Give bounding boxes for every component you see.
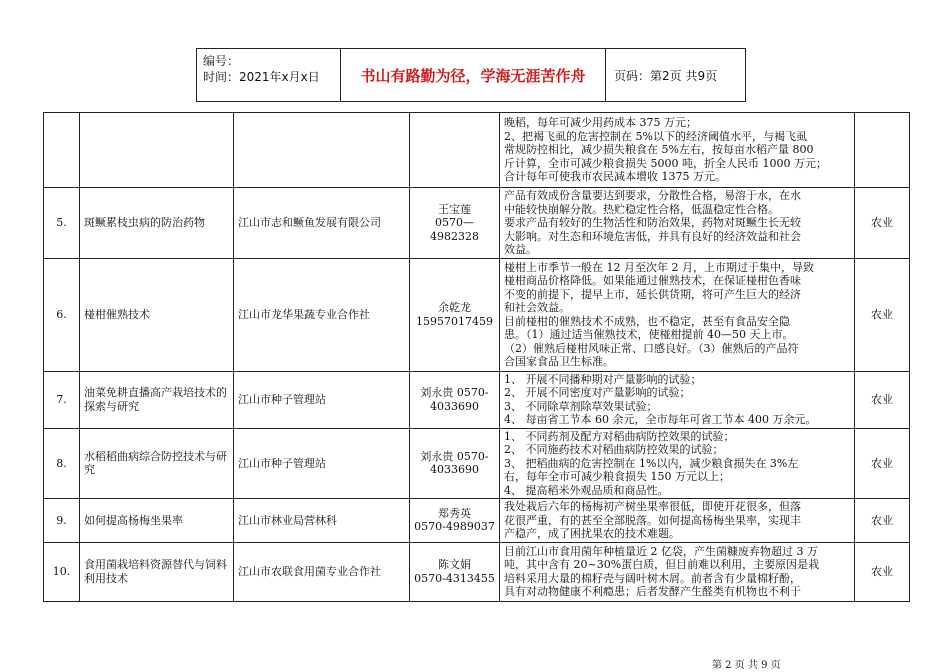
description-line: 目前椪柑的催熟技术不成熟，也不稳定，甚至有食品安全隐 [504,314,790,328]
description-line: 吨，其中含有 20~30%蛋白质，但目前难以利用，主要原因是栽 [504,558,820,571]
contact-info [410,113,500,188]
project-description [500,188,855,259]
time-label: 时间：2021年x月x日 [203,70,320,84]
description-line: 晚稻，每年可减少用药成本 375 万元； [504,116,697,130]
project-description [500,113,855,188]
document-header [196,48,746,102]
applicant-unit: 江山市林业局营林科 [234,499,410,543]
description-line: 要求产品有较好的生物活性和防治效果，药物对斑鳜生长无较 [504,216,801,229]
applicant-unit: 江山市志和鳜鱼发展有限公司 [234,188,410,259]
description-line: 椪柑商品价格降低。如果能通过催熟技术，在保证椪柑色香味 [504,274,801,287]
table-row [44,188,910,259]
description-line: 花很严重，有的甚至全部脱落。如何提高杨梅坐果率，实现丰 [504,513,801,527]
contact-info: 王宝莲 0570—4982328 [410,188,500,259]
project-category: 农业 [855,258,910,371]
description-line: 我处栽后六年的杨梅初产树坐果率很低，即使开花很多，但落 [504,500,801,513]
project-description [500,371,855,428]
project-title: 斑鳜累枝虫病的防治药物 [80,188,234,259]
row-number: 6. [44,258,80,371]
description-line: 椪柑上市季节一般在 12 月至次年 2 月，上市期过于集中，导致 [504,260,814,274]
description-line: 合计每年可使我市农民减本增收 1375 万元。 [504,170,726,184]
table-row [44,542,910,601]
description-line: 3、 不同除草剂除草效果试验； [504,399,658,413]
project-description [500,258,855,371]
description-line: 不变的前提下，提早上市，延长供货期，将可产生巨大的经济 [504,287,801,301]
project-category: 农业 [855,499,910,543]
description-line: 患。（1）通过适当催熟技术，使椪柑提前 40—50 天上市。 [504,328,794,341]
description-line: 2、 不同施药技术对稻曲病防控效果的试验； [504,443,724,456]
contact-info: 刘永贵 0570- 4033690 [410,428,500,499]
project-table [43,112,910,602]
project-category: 农业 [855,542,910,601]
project-title: 水稻稻曲病综合防控技术与研究 [80,428,234,499]
project-title: 椪柑催熟技术 [80,258,234,371]
project-category: 农业 [855,188,910,259]
applicant-unit: 江山市龙华果蔬专业合作社 [234,258,410,371]
description-line: 大影响。对生态和环境危害低，并具有良好的经济效益和社会 [504,229,801,243]
description-line: 产稳产，成了困扰果农的技术难题。 [504,527,680,540]
row-number: 7. [44,371,80,428]
row-number: 5. [44,188,80,259]
applicant-unit: 江山市种子管理站 [234,428,410,499]
row-number [44,113,80,188]
project-title: 如何提高杨梅坐果率 [80,499,234,543]
project-title [80,113,234,188]
table-row [44,499,910,543]
table-row [44,428,910,499]
row-number: 9. [44,499,80,543]
description-line: 斤计算，全市可减少粮食损失 5000 吨，折全人民币 1000 万元； [504,156,827,170]
contact-info: 郑秀英 0570-4989037 [410,499,500,543]
project-title: 食用菌栽培料资源替代与饲料利用技术 [80,542,234,601]
number-label: 编号： [203,54,240,68]
description-line: 具有对动物健康不利瘾患；后者发酵产生醛类有机物也不利于 [504,585,801,598]
project-category: 农业 [855,371,910,428]
description-line: 1、 不同药剂及配方对稻曲病防控效果的试验； [504,429,735,443]
applicant-unit [234,113,410,188]
description-line: 4、 提高稻米外观品质和商品性。 [504,483,669,497]
project-description [500,499,855,543]
row-number: 10. [44,542,80,601]
row-number: 8. [44,428,80,499]
description-line: 右，每年全市可减少粮食损失 150 万元以上； [504,470,730,483]
header-motto: 书山有路勤为径，学海无涯苦作舟 [341,49,606,101]
footer-page-number: 第 2 页 共 9 页 [712,660,781,671]
contact-info: 余乾龙 15957017459 [410,258,500,371]
description-line: 目前江山市食用菌年种植量近 2 亿袋，产生菌糠废弃物超过 3 万 [504,544,818,558]
header-page-code: 页码：第2页 共9页 [614,68,718,83]
project-category [855,113,910,188]
description-line: 常规防控相比，减少损失粮食在 5%左右，按每亩水稻产量 800 [504,143,814,157]
table-row [44,371,910,428]
project-title: 油菜免耕直播高产栽培技术的探索与研究 [80,371,234,428]
description-line: 培料采用大量的棉籽壳与阔叶树木屑。前者含有少量棉籽酚， [504,571,801,585]
project-description [500,428,855,499]
description-line: 4、 每亩省工节本 60 余元，全市每年可省工节本 400 万余元。 [504,413,817,426]
table-row [44,258,910,371]
project-description [500,542,855,601]
contact-info: 陈文娟 0570-4313455 [410,542,500,601]
description-line: 合国家食品卫生标准。 [504,355,614,368]
table-row [44,113,910,188]
contact-info: 刘永贵 0570- 4033690 [410,371,500,428]
header-meta [197,49,341,101]
description-line: 效益。 [504,243,537,256]
description-line: 2、把褐飞虱的危害控制在 5%以下的经济阈值水平，与褐飞虱 [504,129,807,143]
description-line: 产品有效成份含量要达到要求，分散性合格，易溶于水，在水 [504,189,801,202]
project-category: 农业 [855,428,910,499]
description-line: （2）催熟后椪柑风味正常、口感良好。（3）催熟后的产品符 [504,341,799,355]
applicant-unit: 江山市农联食用菌专业合作社 [234,542,410,601]
description-line: 2、 开展不同密度对产量影响的试验； [504,386,691,399]
description-line: 1、 开展不同播种期对产量影响的试验； [504,372,702,386]
description-line: 中能较快崩解分散。热贮稳定性合格，低温稳定性合格。 [504,202,779,216]
applicant-unit: 江山市种子管理站 [234,371,410,428]
description-line: 和社会效益。 [504,301,570,314]
description-line: 3、 把稻曲病的危害控制在 1%以内，减少粮食损失在 3%左 [504,456,799,470]
